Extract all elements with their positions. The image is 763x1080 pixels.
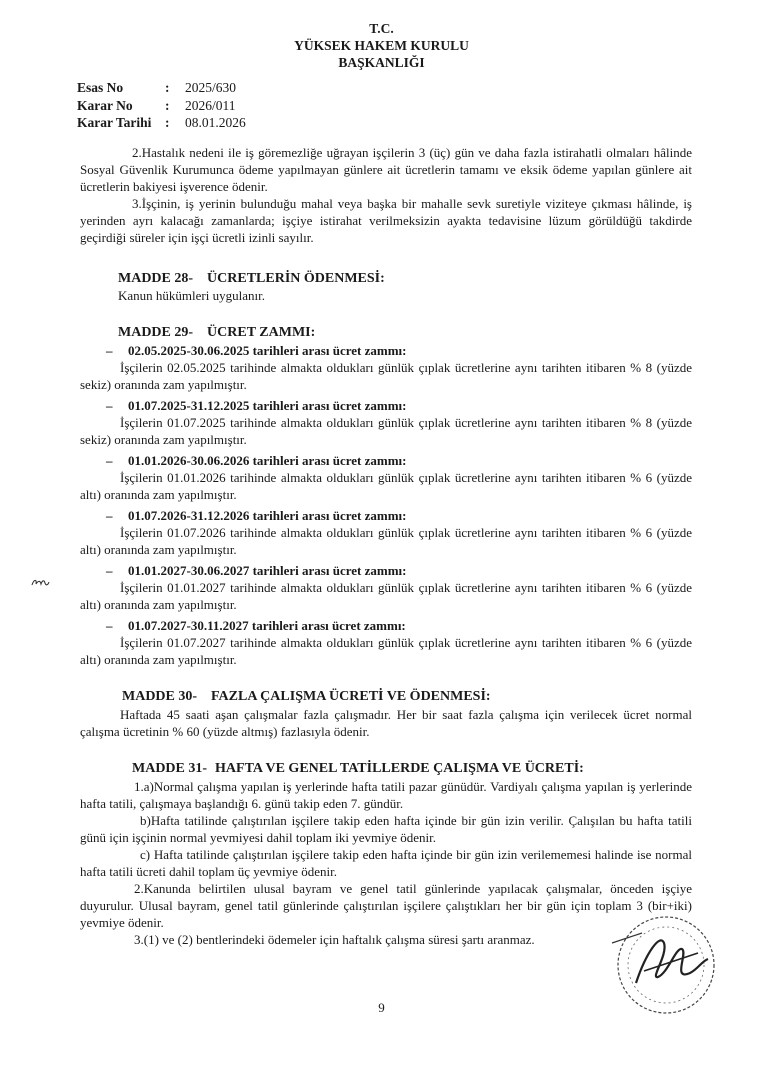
case-meta	[77, 79, 246, 132]
madde-31-p1c: c) Hafta tatilinde çalıştırılan işçilere takip eden hafta içinde bir gün izin verilememesi halinde ise normal hafta tatili ücreti dahil toplam üç yevmiye ödenir.	[80, 847, 692, 879]
madde-31-heading	[132, 760, 584, 777]
madde-28-heading	[118, 270, 385, 287]
meta-row-karar-tarihi	[77, 114, 246, 132]
zam-item-text: İşçilerin 01.07.2025 tarihinde almakta oldukları günlük çıplak ücretlerine aynı tarihten itibaren % 8 (yüzde sekiz) oranında zam yapılmıştır.	[80, 415, 692, 447]
madde-31-p1b: b)Hafta tatilinde çalıştırılan işçilere takip eden hafta içinde bir gün izin verilir. Çalışılan bu hafta tatili günü için işçinin normal yevmiyesi dahil toplam iki yevmiye ödenir.	[80, 813, 692, 845]
page-number: 9	[378, 1000, 385, 1015]
dash: –	[106, 453, 113, 468]
meta-row-esas	[77, 79, 246, 97]
madde-title: FAZLA ÇALIŞMA ÜCRETİ VE ÖDENMESİ:	[211, 689, 491, 704]
madde-title: HAFTA VE GENEL TATİLLERDE ÇALIŞMA VE ÜCRETİ:	[215, 761, 584, 776]
intro-section	[80, 144, 692, 246]
meta-row-karar	[77, 97, 246, 115]
madde-28-text: Kanun hükümleri uygulanır.	[118, 288, 265, 303]
header-presidency: BAŞKANLIĞI	[338, 55, 425, 70]
zam-item	[80, 452, 692, 507]
intro-paragraph-3: 3.İşçinin, iş yerinin bulunduğu mahal veya başka bir mahalle sevk suretiyle viziteye çıkması hâlinde, iş yerinden ayrı kalacağı zamanlarda; işçiye istirahat verilmeksizin ayakta tedavisine lüzum görüldüğü takdirde geçirdiği süreler için işçi ücretli izinli sayılır.	[80, 196, 692, 245]
madde-number: MADDE 28-	[118, 271, 194, 286]
header-tc: T.C.	[369, 21, 394, 36]
madde-title: ÜCRETLERİN ÖDENMESİ:	[207, 271, 385, 286]
zam-item	[80, 397, 692, 452]
dash: –	[106, 343, 113, 358]
meta-label: Esas No	[77, 80, 124, 95]
madde-number: MADDE 29-	[118, 325, 194, 340]
madde-31-section	[80, 778, 692, 948]
zam-item	[80, 617, 692, 672]
madde-31-p1a: 1.a)Normal çalışma yapılan iş yerlerinde hafta tatili pazar günüdür. Vardiyalı çalışma yapılan iş yerlerinde hafta tatili, çalışmaya başlandığı 6. günü takip eden 7. gündür.	[80, 779, 692, 811]
zam-item-heading: – 02.05.2025-30.06.2025 tarihleri arası ücret zammı:	[106, 343, 407, 358]
madde-30-section	[80, 706, 692, 740]
dash: –	[106, 618, 113, 633]
meta-sep: :	[165, 115, 170, 130]
zam-item	[80, 507, 692, 562]
madde-title: ÜCRET ZAMMI:	[207, 325, 316, 340]
zam-item-heading: – 01.01.2027-30.06.2027 tarihleri arası ücret zammı:	[106, 563, 407, 578]
dash: –	[106, 398, 113, 413]
madde-number: MADDE 31-	[132, 761, 208, 776]
dash: –	[106, 508, 113, 523]
zam-item-text: İşçilerin 01.07.2026 tarihinde almakta oldukları günlük çıplak ücretlerine aynı tarihten itibaren % 6 (yüzde altı) oranında zam yapılmıştır.	[80, 525, 692, 557]
zam-item-heading: – 01.07.2025-31.12.2025 tarihleri arası ücret zammı:	[106, 398, 407, 413]
madde-30-text: Haftada 45 saati aşan çalışmalar fazla çalışmadır. Her bir saat fazla çalışma için verilecek ücret normal çalışma ücretinin % 60 (yüzde altmış) fazlasıyla ödenir.	[80, 707, 692, 739]
madde-31-p3: 3.(1) ve (2) bentlerindeki ödemeler için haftalık çalışma süresi şartı aranmaz.	[134, 932, 535, 947]
meta-sep: :	[165, 80, 170, 95]
zam-list	[80, 342, 692, 672]
zam-item-text: İşçilerin 01.07.2027 tarihinde almakta oldukları günlük çıplak ücretlerine aynı tarihten itibaren % 6 (yüzde altı) oranında zam yapılmıştır.	[80, 635, 692, 667]
zam-item-text: İşçilerin 02.05.2025 tarihinde almakta oldukları günlük çıplak ücretlerine aynı tarihten itibaren % 8 (yüzde sekiz) oranında zam yapılmıştır.	[80, 360, 692, 392]
meta-label: Karar Tarihi	[77, 115, 152, 130]
zam-item	[80, 562, 692, 617]
meta-value: 08.01.2026	[185, 115, 246, 130]
zam-item-text: İşçilerin 01.01.2027 tarihinde almakta oldukları günlük çıplak ücretlerine aynı tarihten itibaren % 6 (yüzde altı) oranında zam yapılmıştır.	[80, 580, 692, 612]
zam-item-heading: – 01.07.2026-31.12.2026 tarihleri arası ücret zammı:	[106, 508, 407, 523]
meta-sep: :	[165, 97, 170, 113]
dash: –	[106, 563, 113, 578]
header-institution: YÜKSEK HAKEM KURULU	[294, 38, 469, 53]
madde-31-p2: 2.Kanunda belirtilen ulusal bayram ve genel tatil günlerinde yapılacak çalışmalar, önceden işçiye duyurulur. Ulusal bayram, genel tatil günlerinde çalıştırılan işçilere çalıştıkları her bir gün için toplam 3 (bir+iki) yevmiye ödenir.	[80, 881, 692, 930]
official-seal-signature-icon	[602, 903, 724, 1023]
madde-number: MADDE 30-	[122, 689, 198, 704]
zam-item-heading: – 01.01.2026-30.06.2026 tarihleri arası ücret zammı:	[106, 453, 407, 468]
zam-item-text: İşçilerin 01.01.2026 tarihinde almakta oldukları günlük çıplak ücretlerine aynı tarihten itibaren % 6 (yüzde altı) oranında zam yapılmıştır.	[80, 470, 692, 502]
madde-30-heading	[122, 688, 491, 705]
madde-29-heading	[118, 324, 315, 341]
zam-item-heading: – 01.07.2027-30.11.2027 tarihleri arası ücret zammı:	[106, 618, 406, 633]
meta-label: Karar No	[77, 97, 133, 113]
margin-initials-icon	[30, 575, 50, 589]
meta-value: 2026/011	[185, 97, 236, 113]
intro-paragraph-2: 2.Hastalık nedeni ile iş göremezliğe uğrayan işçilerin 3 (üç) gün ve daha fazla istirahatli olmaları hâlinde Sosyal Güvenlik Kurumunca ödeme yapılmayan günlere ait ücretlerin tamamı ve eksik ödeme yapılan günlere ait ücretlerin bakiyesi işverence ödenir.	[80, 145, 692, 194]
meta-value: 2025/630	[185, 80, 237, 95]
zam-item	[80, 342, 692, 397]
